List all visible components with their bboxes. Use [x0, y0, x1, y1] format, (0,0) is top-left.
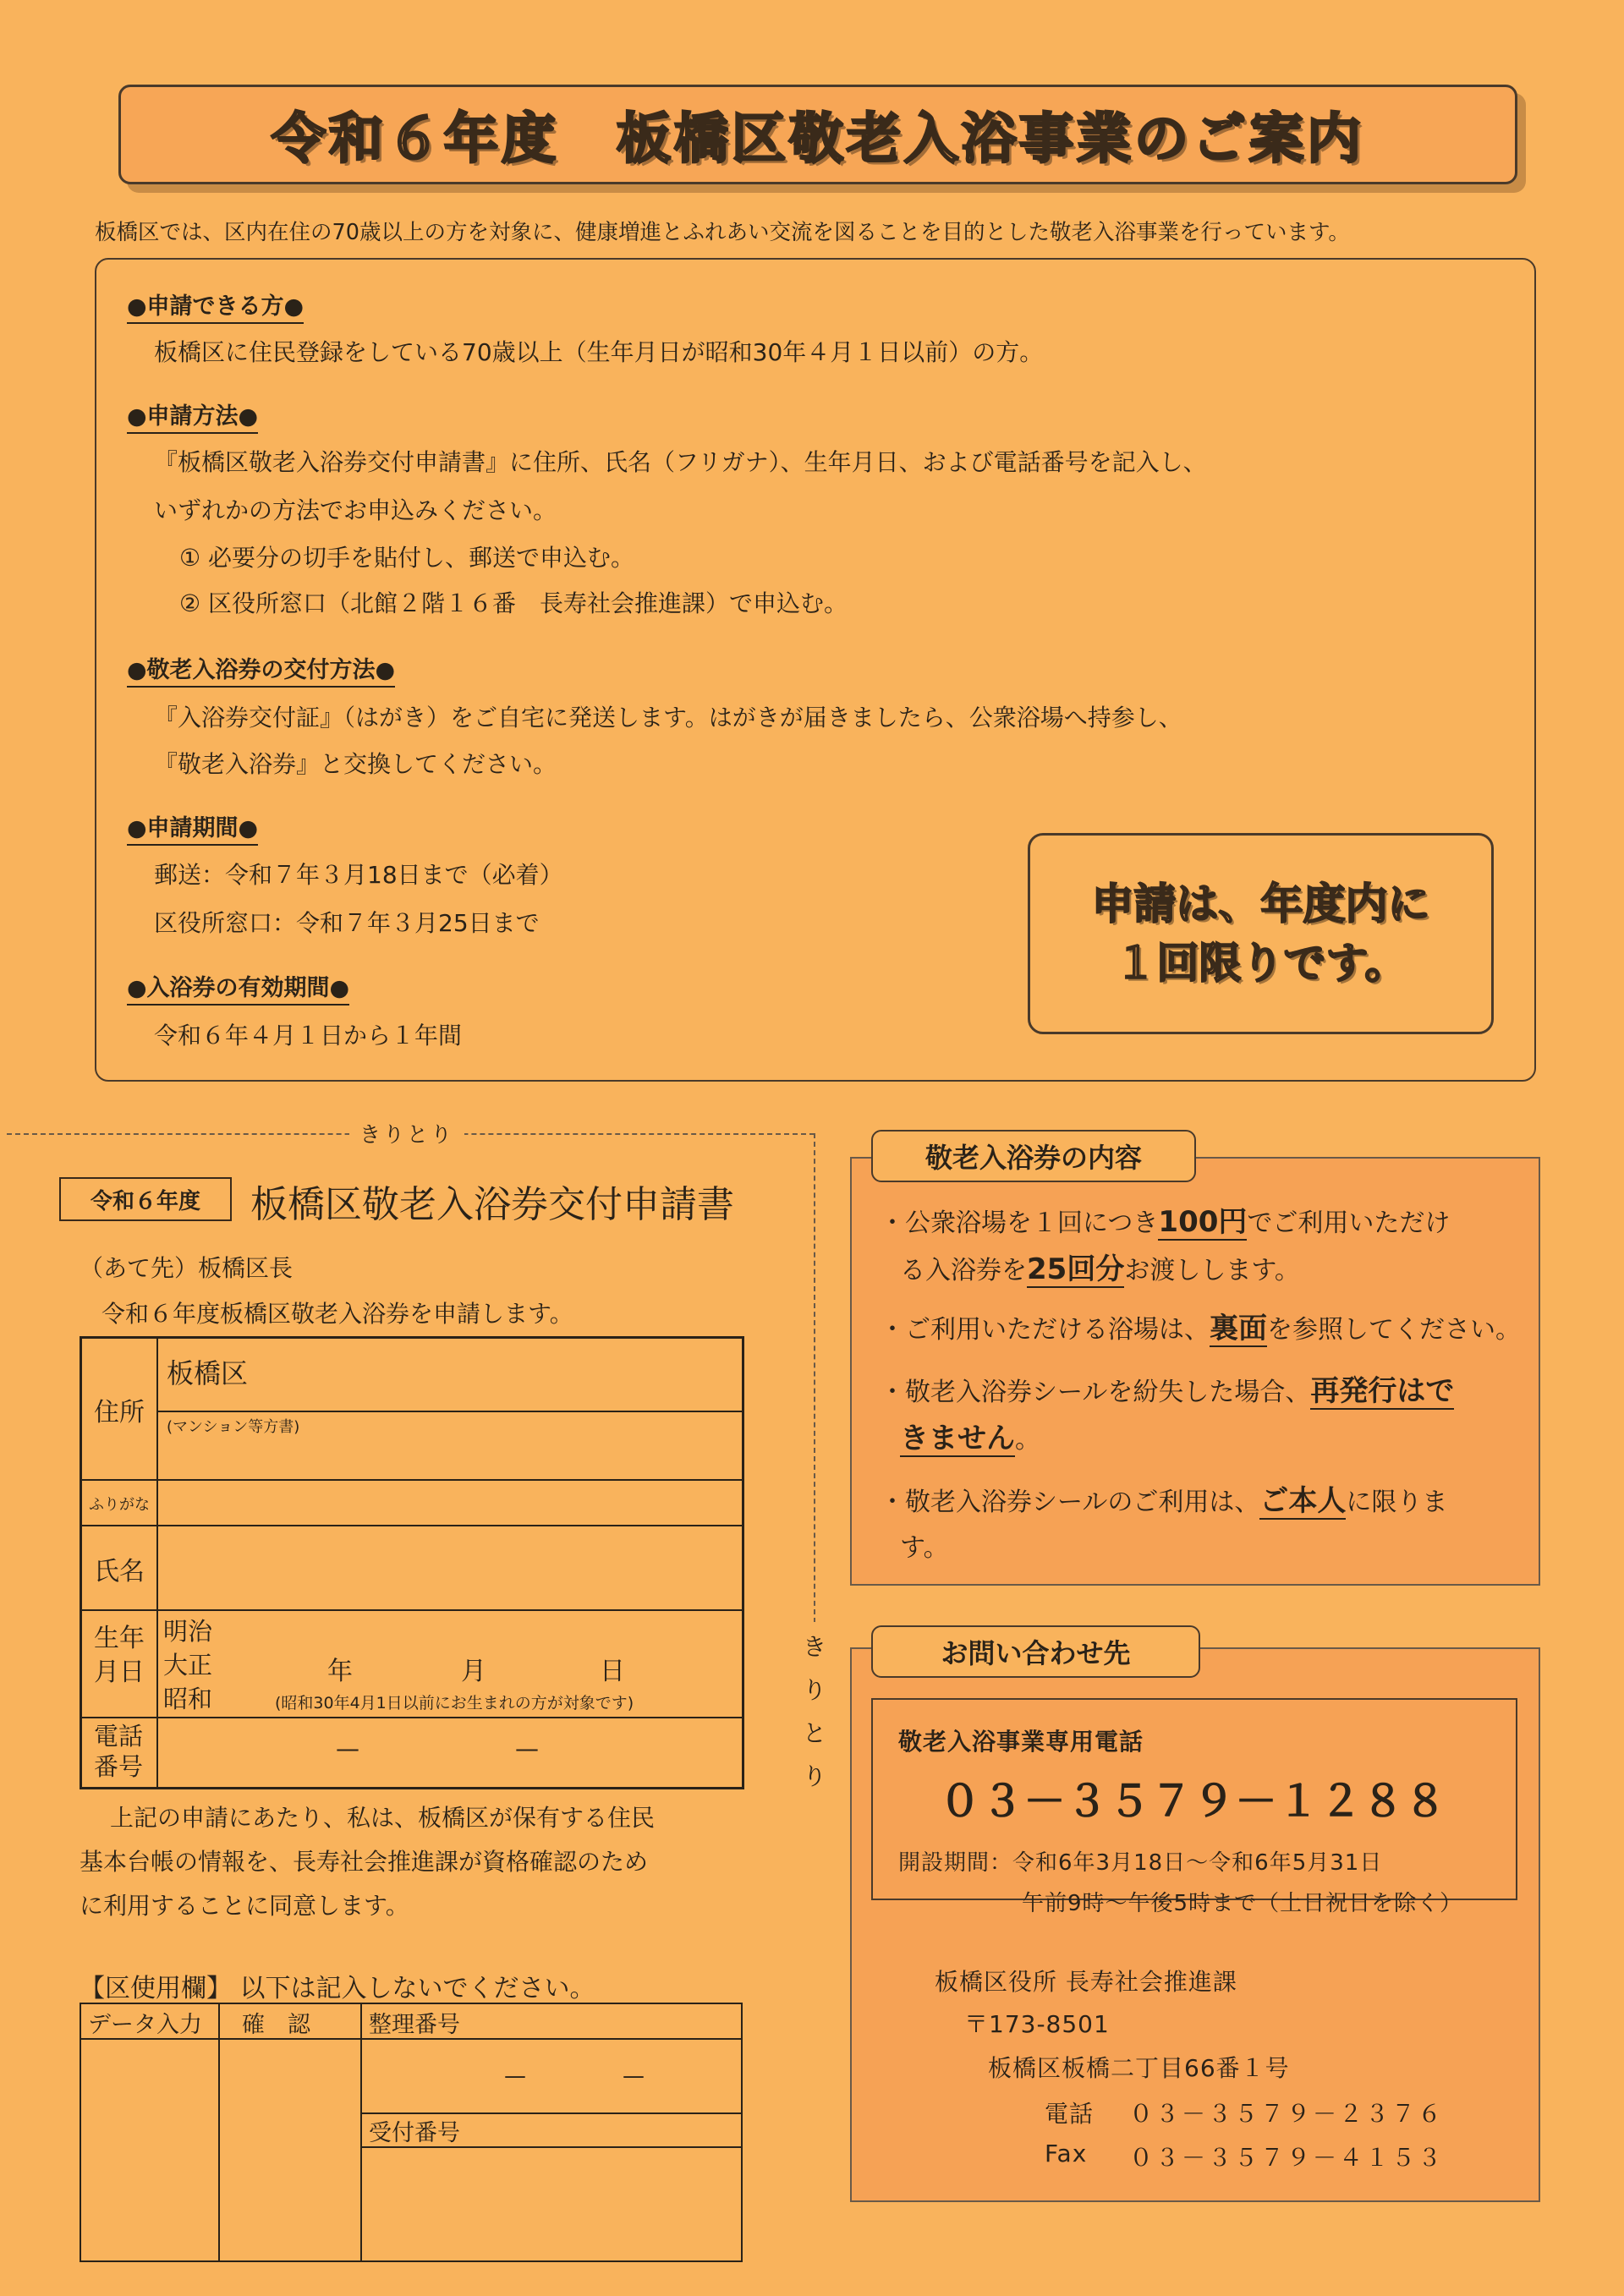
ref-no-label: 整理番号: [369, 2012, 460, 2038]
method-line-1: 『板橋区敬老入浴券交付申請書』に住所、氏名（フリガナ）、生年月日、および電話番号を記入し、: [154, 448, 1207, 476]
period-heading: ●申請期間●: [127, 809, 258, 846]
method-line-2: いずれかの方法でお申込みください。: [154, 496, 557, 524]
cut-label: きりとり: [349, 1118, 464, 1148]
year-label: 年: [327, 1657, 353, 1686]
valid-text: 令和６年４月１日から１年間: [154, 1022, 463, 1049]
furigana-label: ふりがな: [89, 1496, 150, 1514]
birth-label: 生年 月日: [94, 1624, 145, 1687]
intro-text: 板橋区では、区内在住の70歳以上の方を対象に、健康増進とふれあい交流を図ることを目的とした敬老入浴事業を行っています。: [95, 220, 1350, 245]
address-label: 住所: [94, 1398, 145, 1427]
office-fax-label: Fax: [1045, 2140, 1088, 2167]
period-line-1: 郵送：令和７年３月18日まで（必着）: [154, 861, 563, 889]
content-bullet-1: ・公衆浴場を１回につき100円でご利用いただけ る入浴券を25回分お渡しします。: [880, 1205, 1451, 1286]
address-mansion-input[interactable]: [160, 1415, 735, 1476]
receipt-no-label: 受付番号: [369, 2120, 460, 2146]
application-form-table: [80, 1336, 744, 1789]
consent-line-3: に利用することに同意します。: [80, 1892, 409, 1920]
ref-no-dash-2: —: [623, 2063, 645, 2089]
eligible-text: 板橋区に住民登録をしている70歳以上（生年月日が昭和30年４月１日以前）の方。: [154, 338, 1044, 366]
phone-dash-2: —: [515, 1734, 539, 1762]
furigana-input[interactable]: [160, 1482, 735, 1521]
address-input[interactable]: [160, 1344, 735, 1408]
data-entry-label: データ入力: [88, 2012, 202, 2038]
phone-title: 敬老入浴事業専用電話: [898, 1728, 1144, 1756]
office-tel-label: 電話: [1045, 2100, 1095, 2128]
content-bullet-4: ・敬老入浴券シールのご利用は、ご本人に限りま す。: [880, 1484, 1448, 1563]
phone-input[interactable]: [160, 1721, 735, 1780]
phone-number: ０３－３５７９－１２８８: [939, 1777, 1446, 1826]
office-use-table: [80, 2003, 743, 2262]
period-line-1: 開設期間：令和6年3月18日～令和6年5月31日: [898, 1850, 1383, 1876]
period-line-2: 区役所窓口：令和７年３月25日まで: [154, 909, 540, 937]
method-option-2: ② 区役所窓口（北館２階１６番 長寿社会推進課）で申込む。: [179, 589, 848, 617]
consent-line-1: 上記の申請にあたり、私は、板橋区が保有する住民: [110, 1804, 656, 1832]
ref-no-dash-1: —: [504, 2063, 526, 2089]
era-options[interactable]: 明治 大正 昭和: [163, 1617, 213, 1713]
limit-line-1: 申請は、年度内に: [1091, 879, 1430, 929]
page-title: 令和６年度 板橋区敬老入浴事業のご案内: [272, 108, 1364, 171]
consent-line-2: 基本台帳の情報を、長寿社会推進課が資格確認のため: [80, 1848, 649, 1876]
phone-dash-1: —: [336, 1734, 359, 1762]
office-note: 【区使用欄】 以下は記入しないでください。: [80, 1974, 595, 2003]
content-bullet-2: ・ご利用いただける浴場は、裏面を参照してください。: [880, 1312, 1521, 1345]
form-title: 板橋区敬老入浴券交付申請書: [250, 1183, 734, 1226]
office-fax: ０３－３５７９－４１５３: [1129, 2144, 1445, 2172]
form-request: 令和６年度板橋区敬老入浴券を申請します。: [102, 1300, 573, 1328]
mansion-label: (マンション等方書): [167, 1418, 300, 1436]
name-label: 氏名: [94, 1557, 145, 1586]
cut-label-vertical: きりとり: [802, 1622, 827, 1801]
form-addressee: （あて先）板橋区長: [80, 1254, 294, 1282]
limit-notice: [1028, 833, 1494, 1034]
address-prefill: 板橋区: [167, 1357, 249, 1389]
content-bullet-3: ・敬老入浴券シールを紛失した場合、再発行はで きません。: [880, 1374, 1455, 1455]
period-line-2: 午前9時～午後5時まで（土日祝日を除く）: [1022, 1891, 1463, 1916]
limit-line-2: １回限りです。: [1114, 939, 1407, 988]
month-label: 月: [461, 1657, 486, 1686]
office-tel: ０３－３５７９－２３７６: [1129, 2100, 1445, 2128]
method-option-1: ① 必要分の切手を貼付し、郵送で申込む。: [179, 544, 635, 572]
delivery-line-1: 『入浴券交付証』（はがき）をご自宅に発送します。はがきが届きましたら、公衆浴場へ持参し、: [154, 704, 1182, 732]
confirm-label: 確 認: [242, 2012, 310, 2038]
phone-label: 電話 番号: [94, 1722, 144, 1781]
inquiry-label: お問い合わせ先: [871, 1625, 1200, 1678]
form-year-tag: 令和６年度: [59, 1177, 232, 1221]
office-zip: 〒173-8501: [964, 2010, 1110, 2038]
title-banner: [118, 85, 1517, 184]
day-label: 日: [600, 1657, 625, 1686]
name-input[interactable]: [160, 1528, 735, 1606]
delivery-heading: ●敬老入浴券の交付方法●: [127, 651, 395, 688]
eligible-heading: ●申請できる方●: [127, 288, 304, 324]
delivery-line-2: 『敬老入浴券』と交換してください。: [154, 750, 557, 778]
birth-note: (昭和30年4月1日以前にお生まれの方が対象です): [275, 1694, 634, 1712]
office-address: 板橋区板橋二丁目66番１号: [988, 2054, 1290, 2082]
office-name: 板橋区役所 長寿社会推進課: [935, 1968, 1237, 1996]
valid-heading: ●入浴券の有効期間●: [127, 969, 349, 1006]
content-label: 敬老入浴券の内容: [871, 1130, 1196, 1182]
method-heading: ●申請方法●: [127, 397, 258, 434]
